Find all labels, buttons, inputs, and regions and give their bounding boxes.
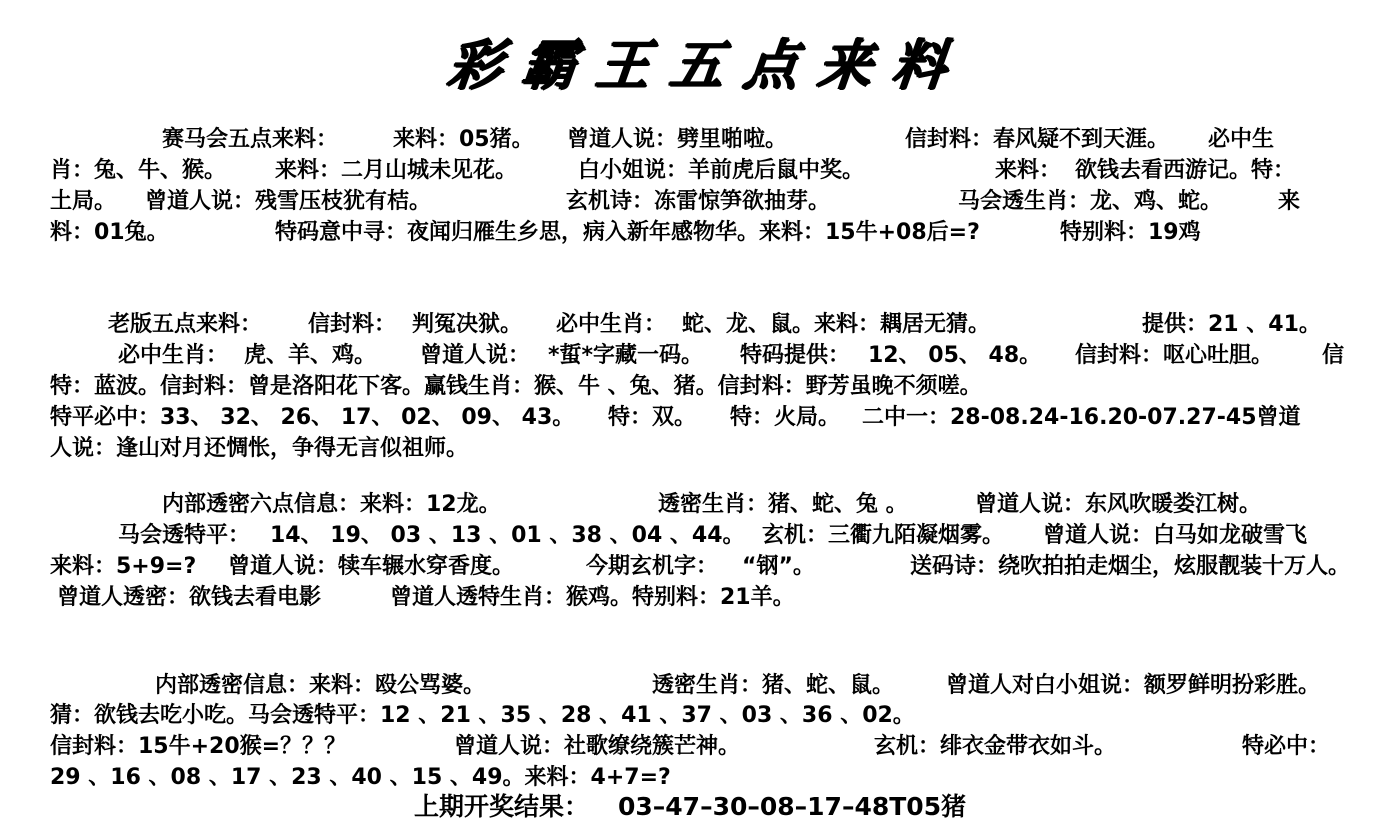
text-segment: 曾道人透特生肖：猴鸡。特别料：21羊。 [390, 585, 795, 610]
text-segment: 特码提供： [740, 343, 851, 368]
text-segment: 肖：兔、牛、猴。 [50, 158, 227, 183]
text-segment: 曾道人说：犊车辗水穿香度。 [228, 554, 515, 579]
text-segment: 送码诗：绕吹拍拍走烟尘，炫服靓装十万人。 [910, 554, 1351, 579]
text-segment: 信 [1322, 343, 1345, 368]
text-segment: 来料：二月山城未见花。 [275, 158, 518, 183]
text-segment: 特别料：19鸡 [1060, 220, 1201, 245]
text-segment: 特：火局。 [730, 405, 841, 430]
text-segment: 信封料：15牛+20猴=？？？ [50, 734, 347, 759]
text-segment: 曾道人说： [420, 343, 531, 368]
text-segment: 透密生肖：猪、蛇、兔 。 [658, 492, 908, 517]
text-segment: 内部透密六点信息：来料：12龙。 [162, 492, 501, 517]
text-segment: 特码意中寻：夜闻归雁生乡思，病入新年感物华。来料：15牛+08后=? [275, 220, 980, 245]
text-segment: 29 、16 、08 、17 、23 、40 、15 、49。来料：4+7=? [50, 765, 671, 790]
text-segment: 虎、羊、鸡。 [244, 343, 377, 368]
last-draw-result [0, 790, 1388, 824]
text-segment: 人说：逢山对月还惆怅，争得无言似祖师。 [50, 436, 469, 461]
text-segment: 必中生肖： [556, 312, 667, 337]
text-segment: 来料：05猪。 [393, 127, 534, 152]
text-segment: 曾道人对白小姐说：额罗鲜明扮彩胜。 [946, 673, 1321, 698]
text-segment: 马会透生肖：龙、鸡、蛇。 [958, 189, 1223, 214]
text-segment: 特平必中：33、 32、 26、 17、 02、 09、 43。 [50, 405, 575, 430]
text-segment: 曾道人说：劈里啪啦。 [567, 127, 788, 152]
text-segment: 12、 05、 48。 [868, 343, 1042, 368]
text-segment: *蜇*字藏一码。 [548, 343, 704, 368]
text-segment: 信封料：呕心吐胆。 [1075, 343, 1274, 368]
text-segment: 今期玄机字： [586, 554, 719, 579]
text-segment: 来料： [995, 158, 1062, 183]
text-segment: 必中生肖： [118, 343, 229, 368]
last-draw-label: 上期开奖结果： [414, 792, 590, 821]
text-segment: 二中一：28-08.24-16.20-07.27-45曾道 [862, 405, 1301, 430]
text-segment: 曾道人说：残雪压枝犹有桔。 [145, 189, 432, 214]
text-segment: 欲钱去看西游记。特： [1075, 158, 1296, 183]
text-segment: 特必中： [1242, 734, 1331, 759]
text-segment: 透密生肖：猪、蛇、鼠。 [652, 673, 895, 698]
text-segment: 信封料：春风疑不到天涯。 [905, 127, 1170, 152]
text-segment: 曾道人说：白马如龙破雪飞 [1043, 523, 1308, 548]
text-segment: 料：01兔。 [50, 220, 169, 245]
text-segment: 土局。 [50, 189, 117, 214]
text-segment: 马会透特平： [118, 523, 251, 548]
text-segment: 赛马会五点来料： [162, 127, 339, 152]
text-segment: 玄机诗：冻雷惊笋欲抽芽。 [566, 189, 831, 214]
text-segment: 来料：5+9=? [50, 554, 197, 579]
text-segment: 老版五点来料： [108, 312, 263, 337]
text-segment: 来 [1278, 189, 1301, 214]
text-segment: 必中生 [1208, 127, 1275, 152]
text-segment: 曾道人说：东风吹暖娄江树。 [975, 492, 1262, 517]
text-segment: 提供：21 、41。 [1142, 312, 1321, 337]
text-segment: 曾道人透密：欲钱去看电影 [57, 585, 322, 610]
text-segment: 曾道人说：社歌缭绕簇芒神。 [454, 734, 741, 759]
text-segment: “钢”。 [742, 554, 815, 579]
text-segment: 特：蓝波。信封料：曾是洛阳花下客。赢钱生肖：猴、牛 、兔、猪。信封料：野芳虽晚不须嗟。 [50, 374, 982, 399]
text-segment: 内部透密信息：来料：殴公骂婆。 [155, 673, 486, 698]
text-segment: 判冤决狱。 [412, 312, 523, 337]
text-segment: 信封料： [308, 312, 397, 337]
text-segment: 猜：欲钱去吃小吃。马会透特平：12 、21 、35 、28 、41 、37 、03 、36 、02。 [50, 703, 915, 728]
text-segment: 特：双。 [608, 405, 697, 430]
last-draw-numbers: 03–47–30–08–17–48T05猪 [618, 792, 967, 821]
text-segment: 白小姐说：羊前虎后鼠中奖。 [578, 158, 865, 183]
text-segment: 蛇、龙、鼠。来料：耦居无猜。 [682, 312, 991, 337]
text-segment: 玄机：三衢九陌凝烟雾。 [762, 523, 1005, 548]
text-segment: 玄机：绯衣金带衣如斗。 [874, 734, 1117, 759]
text-segment: 14、 19、 03 、13 、01 、38 、04 、44。 [270, 523, 745, 548]
page-title: 彩霸王五点来料 [444, 33, 970, 97]
